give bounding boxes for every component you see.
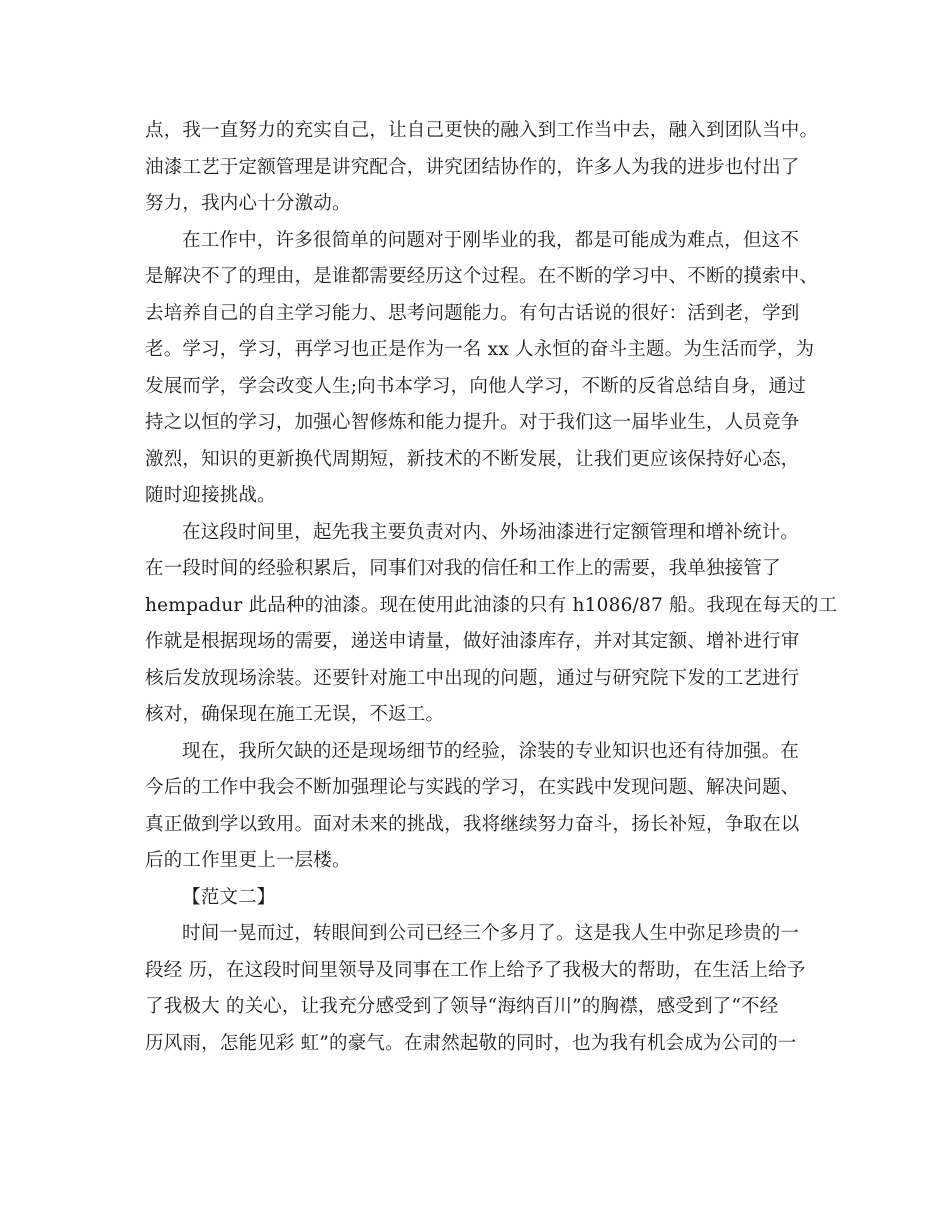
text-line: 时间一晃而过，转眼间到公司已经三个多月了。这是我人生中弥足珍贵的一 (182, 923, 800, 944)
text-line: 后的工作里更上一层楼。 (145, 850, 351, 871)
text-line: 努力，我内心十分激动。 (145, 193, 351, 214)
text-line: 持之以恒的学习，加强心智修炼和能力提升。对于我们这一届毕业生，人员竞争 (145, 412, 800, 433)
text-line: 作就是根据现场的需要，递送申请量，做好油漆库存，并对其定额、增补进行审 (145, 631, 800, 652)
section-heading: 【范文二】 (182, 886, 276, 908)
text-line: 发展而学，学会改变人生;向书本学习，向他人学习，不断的反省总结自身，通过 (145, 375, 806, 397)
text-line: 在一段时间的经验积累后，同事们对我的信任和工作上的需要，我单独接管了 (145, 558, 781, 579)
text-line: 激烈，知识的更新换代周期短，新技术的不断发展，让我们更应该保持好心态， (145, 448, 800, 470)
text-line: hempadur 此品种的油漆。现在使用此油漆的只有 h1086/87 船。我现在每天的工 (145, 594, 838, 616)
text-line: 段经 历，在这段时间里领导及同事在工作上给予了我极大的帮助，在生活上给予 (145, 959, 806, 981)
text-line: 去培养自己的自主学习能力、思考问题能力。有句古话说的很好：活到老，学到 (145, 302, 800, 324)
text-line: 了我极大 的关心，让我充分感受到了领导“海纳百川”的胸襟，感受到了“不经 (145, 996, 779, 1017)
text-line: 随时迎接挑战。 (145, 485, 276, 506)
text-line: 真正做到学以致用。面对未来的挑战，我将继续努力奋斗，扬长补短，争取在以 (145, 813, 800, 835)
text-line: 现在，我所欠缺的还是现场细节的经验，涂装的专业知识也还有待加强。在 (182, 740, 800, 762)
text-line: 老。学习，学习，再学习也正是作为一名 xx 人永恒的奋斗主题。为生活而学，为 (145, 339, 815, 360)
text-line: 历风雨，怎能见彩 虹”的豪气。在肃然起敬的同时，也为我有机会成为公司的一 (145, 1032, 797, 1054)
text-line: 核对，确保现在施工无误，不返工。 (145, 704, 445, 725)
paragraph (145, 515, 838, 734)
text-line: 在工作中，许多很简单的问题对于刚毕业的我，都是可能成为难点，但这不 (182, 229, 800, 251)
text-line: 油漆工艺于定额管理是讲究配合，讲究团结协作的，许多人为我的进步也付出了 (145, 156, 800, 178)
paragraph (145, 734, 810, 880)
text-line: 在这段时间里，起先我主要负责对内、外场油漆进行定额管理和增补统计。 (182, 521, 800, 543)
text-line: 点，我一直努力的充实自己，让自己更快的融入到工作当中去，融入到团队当中。 (145, 120, 819, 141)
text-line: 核后发放现场涂装。还要针对施工中出现的问题，通过与研究院下发的工艺进行 (145, 667, 800, 689)
paragraph (145, 916, 810, 1062)
text-line: 今后的工作中我会不断加强理论与实践的学习，在实践中发现问题、解决问题、 (145, 777, 800, 798)
paragraph (145, 113, 819, 223)
document-body (145, 113, 838, 1062)
text-line: 是解决不了的理由，是谁都需要经历这个过程。在不断的学习中、不断的摸索中、 (145, 266, 819, 287)
paragraph (145, 223, 819, 515)
